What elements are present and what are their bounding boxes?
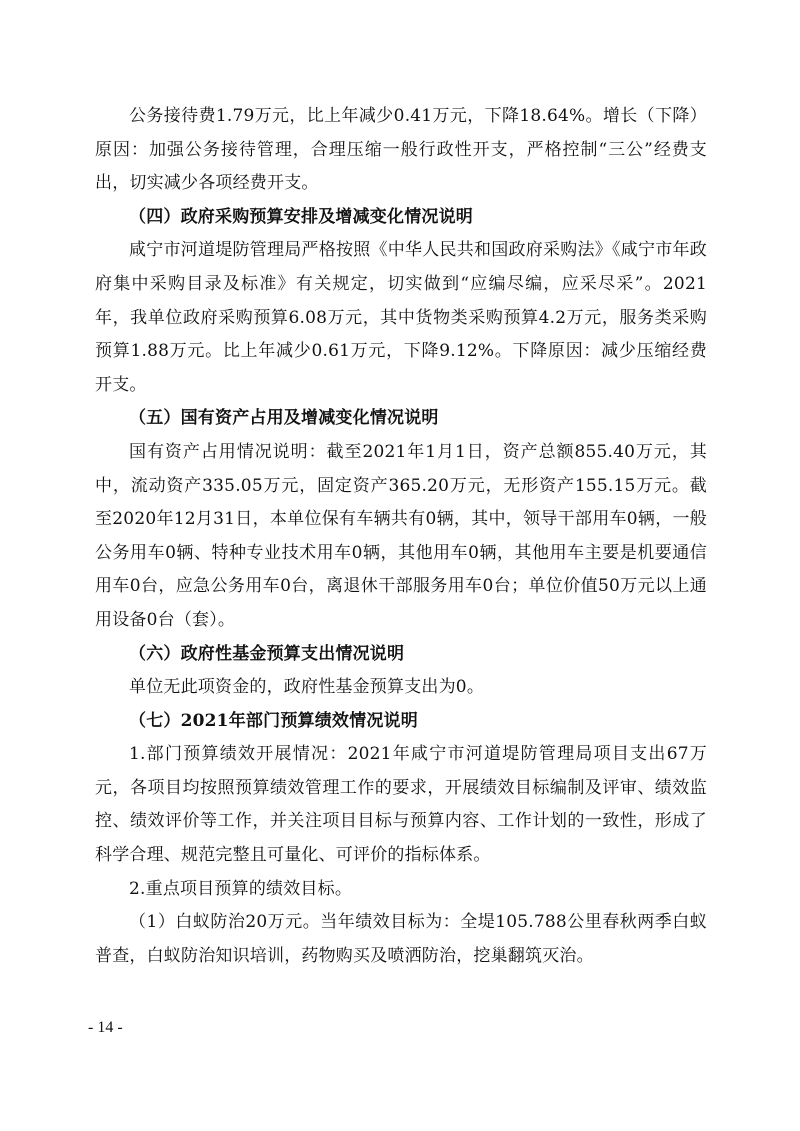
paragraph-reception-expenses: 公务接待费1.79万元，比上年减少0.41万元，下降18.64%。增长（下降）原因：加强公务接待管理，合理压缩一般行政性开支，严格控制“三公”经费支出，切实减少各项经费开支。 (95, 106, 707, 194)
document-body (95, 100, 707, 973)
heading-government-fund-budget: （六）政府性基金预算支出情况说明 (129, 643, 405, 664)
heading-state-assets: （五）国有资产占用及增减变化情况说明 (129, 408, 439, 429)
paragraph-termite-control: （1）白蚁防治20万元。当年绩效目标为：全堤105.788公里春秋两季白蚁普查，白蚁防治知识培训，药物购买及喷洒防治，挖巢翻筑灭治。 (95, 912, 707, 966)
heading-performance-budget: （七）2021年部门预算绩效情况说明 (129, 710, 418, 731)
paragraph-government-fund-budget: 单位无此项资金的，政府性基金预算支出为0。 (129, 677, 485, 698)
paragraph-state-assets: 国有资产占用情况说明：截至2021年1月1日，资产总额855.40万元，其中，流动资产335.05万元，固定资产365.20万元，无形资产155.15万元。截至2020年12月31日，本单位保有车辆共有0辆，其中，领导干部用车0辆，一般公务用车0辆、特种专业技术用车0辆，其他用车0辆，其他用车主要是机要通信用车0台，应急公务用车0台，离退休干部服务用车0台；单位价值50万元以上通用设备0台（套）。 (95, 441, 707, 630)
heading-government-procurement: （四）政府采购预算安排及增减变化情况说明 (129, 206, 473, 227)
paragraph-key-project-goals: 2.重点项目预算的绩效目标。 (129, 878, 353, 899)
paragraph-performance-status: 1.部门预算绩效开展情况：2021年咸宁市河道堤防管理局项目支出67万元，各项目均按照预算绩效管理工作的要求，开展绩效目标编制及评审、绩效监控、绩效评价等工作，并关注项目目标与预算内容、工作计划的一致性，形成了科学合理、规范完整且可量化、可评价的指标体系。 (95, 744, 707, 866)
paragraph-government-procurement: 咸宁市河道堤防管理局严格按照《中华人民共和国政府采购法》《咸宁市年政府集中采购目录及标准》有关规定，切实做到“应编尽编，应采尽采”。2021年，我单位政府采购预算6.08万元，其中货物类采购预算4.2万元，服务类采购预算1.88万元。比上年减少0.61万元，下降9.12%。下降原因：减少压缩经费开支。 (95, 240, 707, 395)
page-number: - 14 - (88, 1019, 123, 1036)
